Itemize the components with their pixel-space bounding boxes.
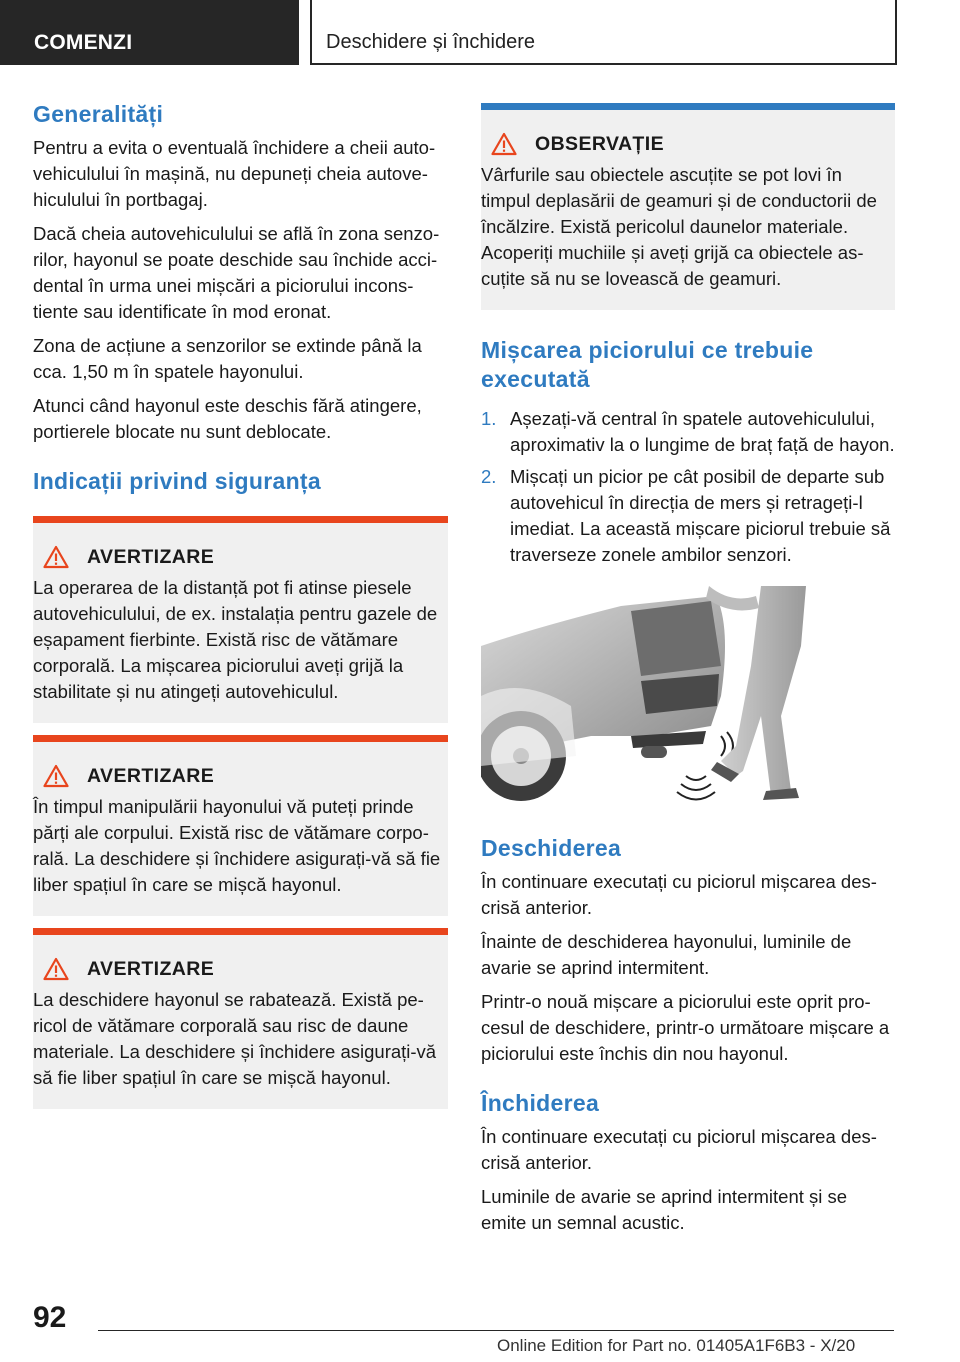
- paragraph: Dacă cheia autovehiculului se află în zona senzorilor, hayonul se poate deschide sau închide accidental în urma unei mișcări a piciorului inconstiente sau identificate în mod eronat.: [33, 223, 440, 322]
- observation-label: OBSERVAȚIE: [535, 132, 664, 155]
- list-item: [481, 464, 895, 568]
- warning-triangle-icon: [43, 545, 69, 569]
- warning-triangle-icon: [43, 764, 69, 788]
- step-number: 1.: [481, 408, 497, 429]
- page-number: 92: [33, 1301, 67, 1334]
- right-column: [481, 100, 895, 1244]
- paragraph: Atunci când hayonul este deschis fără atingere, portierele blocate nu sunt deblocate.: [33, 395, 422, 442]
- section-tab-label: COMENZI: [34, 31, 133, 54]
- section-tab: [0, 0, 299, 65]
- chapter-title: Deschidere și închidere: [326, 31, 535, 53]
- steps-list: [481, 406, 895, 568]
- heading-siguranta: Indicații privind siguranța: [33, 468, 321, 494]
- paragraph: În continuare executați cu piciorul mișcarea descrisă anterior.: [481, 871, 877, 918]
- warning-text: La operarea de la distanță pot fi atinse piesele autovehiculului, de ex. instalația pentru gazele de eșapament fierbinte. Există risc de vătămare corporală. La mișcarea piciorului aveți grijă la stabilitate și nu atingeți autovehiculul.: [33, 577, 438, 702]
- paragraph: În continuare executați cu piciorul mișcarea descrisă anterior.: [481, 1126, 877, 1173]
- chapter-header: [310, 0, 897, 65]
- paragraph: Luminile de avarie se aprind intermitent și se emite un semnal acustic.: [481, 1186, 848, 1233]
- edition-note: Online Edition for Part no. 01405A1F6B3 - X/20: [497, 1336, 856, 1355]
- warning-box: [33, 928, 448, 1109]
- footer-divider: [98, 1330, 894, 1331]
- step-text: Mișcați un picior pe cât posibil de departe sub autovehicul în direcția de mers și retrageți-l imediat. La această mișcare piciorul trebuie să traverseze zonele ambilor senzori.: [510, 466, 891, 565]
- warning-triangle-icon: [43, 957, 69, 981]
- heading-deschiderea: Deschiderea: [481, 835, 622, 861]
- list-item: [481, 406, 895, 458]
- heading-inchiderea: Închiderea: [481, 1090, 600, 1116]
- warning-triangle-icon: [491, 132, 517, 156]
- warning-label: AVERTIZARE: [87, 545, 215, 568]
- heading-miscarea: Mișcarea piciorului ce trebuie executată: [481, 337, 814, 392]
- paragraph: Înainte de deschiderea hayonului, luminile de avarie se aprind intermitent.: [481, 931, 852, 978]
- warning-text: La deschidere hayonul se rabatează. Există pericol de vătămare corporală sau risc de daune materiale. La deschidere și închidere asigurați-vă să fie liber spațiul în care se mișcă hayonul.: [33, 989, 437, 1088]
- car-rear-foot-sensor-image: [481, 586, 815, 808]
- paragraph: Printr-o nouă mișcare a piciorului este oprit procesul de deschidere, printr-o următoare mișcare a piciorului este închis din nou hayonul.: [481, 991, 890, 1064]
- heading-generalitati: Generalități: [33, 101, 164, 127]
- step-text: Așezați-vă central în spatele autovehiculului, aproximativ la o lungime de braț față de hayon.: [510, 408, 895, 455]
- warning-text: În timpul manipulării hayonului vă puteți prinde părți ale corpului. Există risc de vătămare corporală. La deschidere și închidere asigurați-vă să fie liber spațiul în care se mișcă hayonul.: [33, 796, 441, 895]
- observation-text: Vârfurile sau obiectele ascuțite se pot lovi în timpul deplasării de geamuri și de conductorii de încălzire. Există pericolul daunelor materiale. Acoperiți muchiile și aveți grijă ca obiectele ascuțite să nu se lovească de geamuri.: [481, 164, 877, 289]
- paragraph: Pentru a evita o eventuală închidere a cheii autovehiculului în mașină, nu depuneți cheia autovehiculului în portbagaj.: [33, 137, 436, 210]
- warning-box: [33, 735, 448, 916]
- observation-box: [481, 103, 895, 310]
- warning-label: AVERTIZARE: [87, 957, 215, 980]
- warning-label: AVERTIZARE: [87, 764, 215, 787]
- warning-box: [33, 516, 448, 723]
- step-number: 2.: [481, 466, 497, 487]
- foot-gesture-illustration: [481, 586, 815, 808]
- paragraph: Zona de acțiune a senzorilor se extinde până la cca. 1,50 m în spatele hayonului.: [33, 335, 422, 382]
- left-column: [33, 100, 448, 1109]
